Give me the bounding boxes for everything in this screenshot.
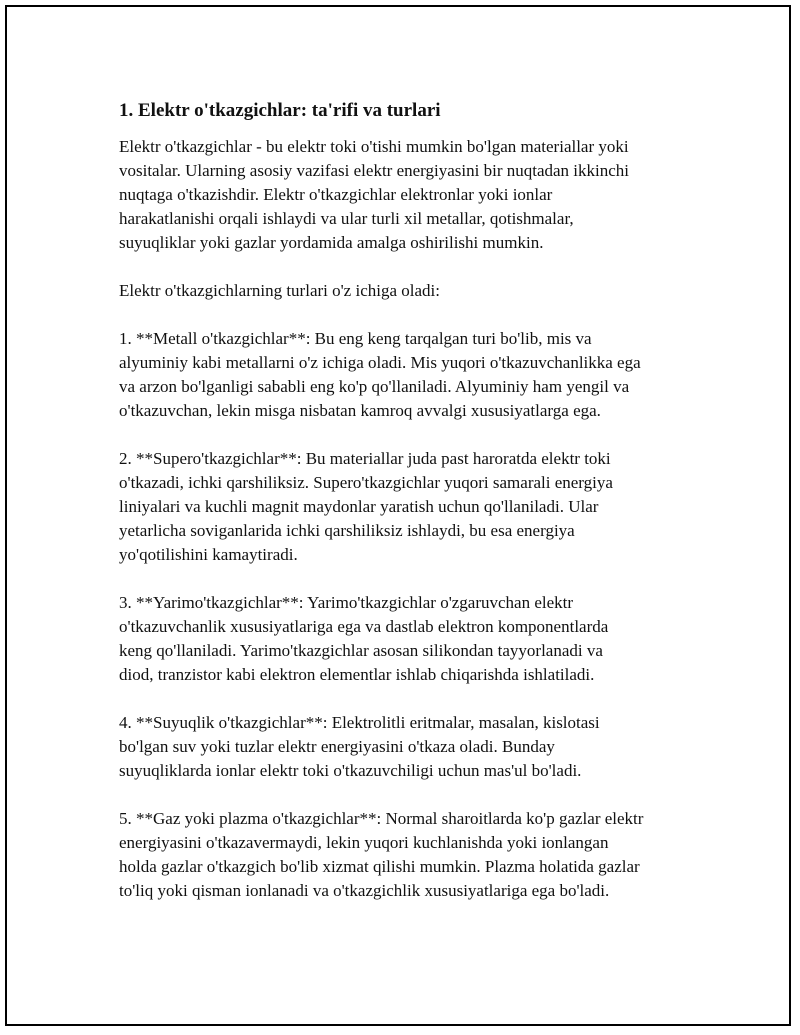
text-line: Elektr o'tkazgichlar - bu elektr toki o'tishi mumkin bo'lgan materiallar yoki [119, 137, 629, 156]
text-line: suyuqliklar yoki gazlar yordamida amalga oshirilishi mumkin. [119, 233, 544, 252]
paragraph-superconductors [119, 447, 719, 567]
text-line: holda gazlar o'tkazgich bo'lib xizmat qilishi mumkin. Plazma holatida gazlar [119, 857, 640, 876]
text-line: 3. **Yarimo'tkazgichlar**: Yarimo'tkazgichlar o'zgaruvchan elektr [119, 593, 574, 612]
text-line: Elektr o'tkazgichlarning turlari o'z ichiga oladi: [119, 281, 440, 300]
text-line: 1. **Metall o'tkazgichlar**: Bu eng keng tarqalgan turi bo'lib, mis va [119, 329, 592, 348]
paragraph-types-intro [119, 279, 719, 303]
document-title: 1. Elektr o'tkazgichlar: ta'rifi va turlari [119, 100, 441, 121]
text-line: harakatlanishi orqali ishlaydi va ular turli xil metallar, qotishmalar, [119, 209, 574, 228]
text-line: to'liq yoki qisman ionlanadi va o'tkazgichlik xususiyatlariga ega bo'ladi. [119, 881, 610, 900]
text-line: suyuqliklarda ionlar elektr toki o'tkazuvchiligi uchun mas'ul bo'ladi. [119, 761, 582, 780]
text-line: 5. **Gaz yoki plazma o'tkazgichlar**: Normal sharoitlarda ko'p gazlar elektr [119, 809, 644, 828]
text-line: o'tkazuvchanlik xususiyatlariga ega va dastlab elektron komponentlarda [119, 617, 609, 636]
text-line: o'tkazadi, ichki qarshiliksiz. Supero'tkazgichlar yuqori samarali energiya [119, 473, 613, 492]
text-line: vositalar. Ularning asosiy vazifasi elektr energiyasini bir nuqtadan ikkinchi [119, 161, 630, 180]
text-line: alyuminiy kabi metallarni o'z ichiga oladi. Mis yuqori o'tkazuvchanlikka ega [119, 353, 641, 372]
paragraph-liquid-conductors [119, 711, 719, 783]
text-line: nuqtaga o'tkazishdir. Elektr o'tkazgichlar elektronlar yoki ionlar [119, 185, 553, 204]
document-page [5, 5, 791, 1026]
text-line: va arzon bo'lganligi sababli eng ko'p qo'llaniladi. Alyuminiy ham yengil va [119, 377, 630, 396]
text-line: o'tkazuvchan, lekin misga nisbatan kamroq avvalgi xususiyatlarga ega. [119, 401, 601, 420]
paragraph-semiconductors [119, 591, 719, 687]
document-body [119, 99, 719, 927]
paragraph-metal-conductors [119, 327, 719, 423]
text-line: keng qo'llaniladi. Yarimo'tkazgichlar asosan silikondan tayyorlanadi va [119, 641, 603, 660]
text-line: yo'qotilishini kamaytiradi. [119, 545, 298, 564]
paragraph-intro [119, 135, 719, 255]
text-line: diod, tranzistor kabi elektron elementlar ishlab chiqarishda ishlatiladi. [119, 665, 595, 684]
text-line: energiyasini o'tkazavermaydi, lekin yuqori kuchlanishda yoki ionlangan [119, 833, 609, 852]
text-line: 4. **Suyuqlik o'tkazgichlar**: Elektrolitli eritmalar, masalan, kislotasi [119, 713, 600, 732]
text-line: liniyalari va kuchli magnit maydonlar yaratish uchun qo'llaniladi. Ular [119, 497, 599, 516]
text-line: bo'lgan suv yoki tuzlar elektr energiyasini o'tkaza oladi. Bunday [119, 737, 555, 756]
paragraph-gas-plasma-conductors [119, 807, 719, 903]
text-line: 2. **Supero'tkazgichlar**: Bu materiallar juda past haroratda elektr toki [119, 449, 611, 468]
text-line: yetarlicha soviganlarida ichki qarshiliksiz ishlaydi, bu esa energiya [119, 521, 575, 540]
